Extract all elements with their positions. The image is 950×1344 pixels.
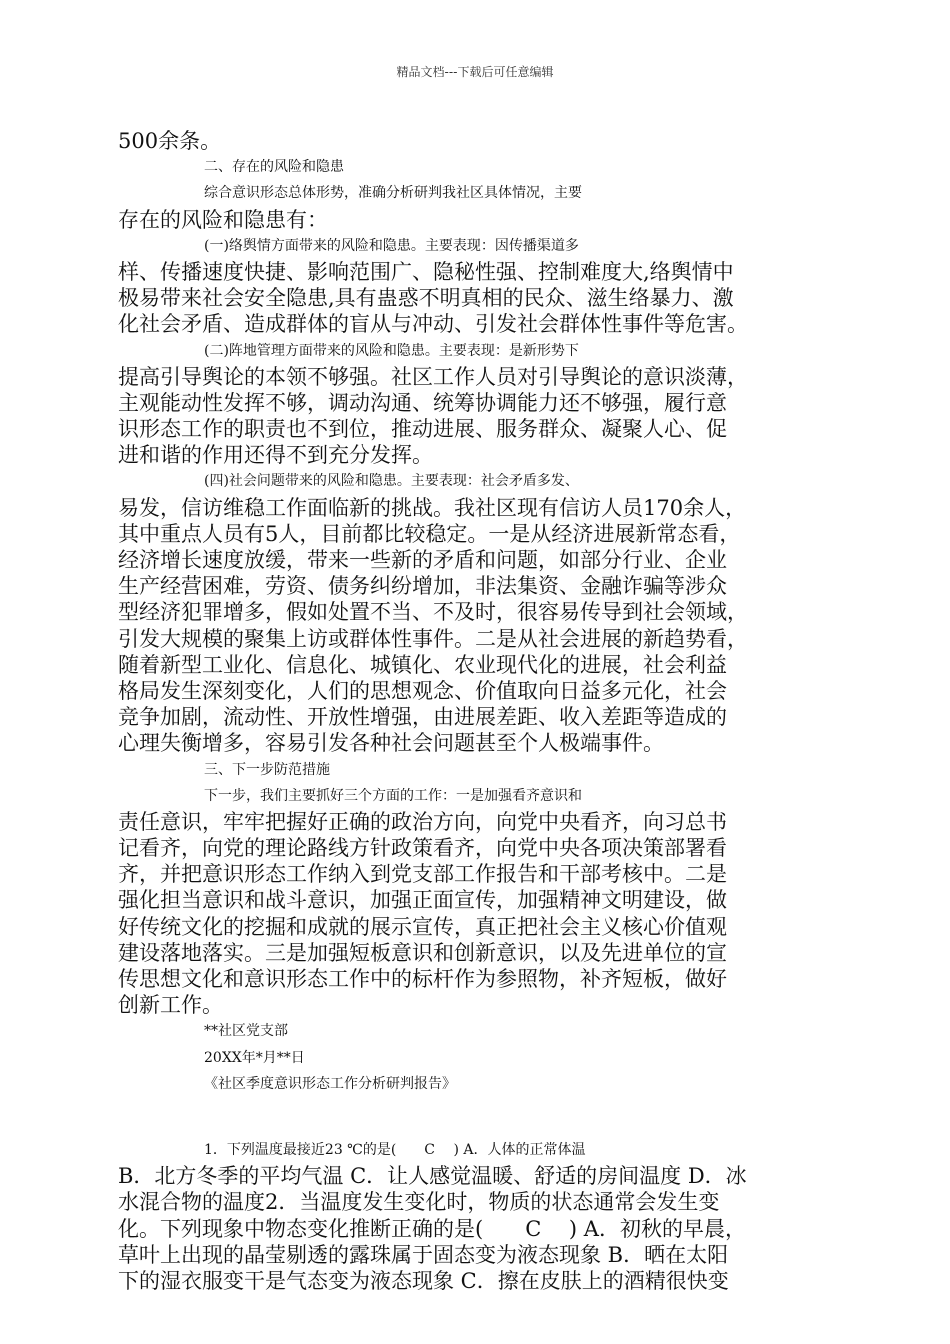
text-line: 样、传播速度快捷、影响范围广、隐秘性强、控制难度大,络舆情中: [118, 259, 734, 284]
report-text: [118, 128, 818, 1097]
text-line: 20XX年*月**日: [204, 1049, 305, 1066]
document-body: [118, 128, 818, 1294]
page-header: 精品文档---下载后可任意编辑: [396, 65, 554, 79]
text-line: (二)阵地管理方面带来的风险和隐患。主要表现：是新形势下: [204, 342, 579, 359]
text-line: 下的湿衣服变干是气态变为液态现象 C．擦在皮肤上的酒精很快变: [118, 1268, 729, 1293]
text-line: **社区党支部: [204, 1023, 288, 1040]
text-line: 引发大规模的聚集上访或群体性事件。二是从社会进展的新趋势看，: [118, 626, 748, 651]
text-line: 水混合物的温度2．当温度发生变化时，物质的状态通常会发生变: [118, 1190, 720, 1215]
text-line: (一)络舆情方面带来的风险和隐患。主要表现：因传播渠道多: [204, 237, 579, 254]
section-gap: [118, 1097, 818, 1137]
text-line: 心理失衡增多，容易引发各种社会问题甚至个人极端事件。: [118, 731, 664, 756]
text-line: 传思想文化和意识形态工作中的标杆作为参照物，补齐短板，做好: [118, 967, 727, 991]
text-line: 易发，信访维稳工作面临新的挑战。我社区现有信访人员170余人，: [118, 495, 747, 520]
text-line: 综合意识形态总体形势，准确分析研判我社区具体情况，主要: [204, 185, 582, 202]
text-line: 进和谐的作用还得不到充分发挥。: [118, 443, 433, 468]
text-line: 强化担当意识和战斗意识，加强正面宣传，加强精神文明建设，做: [118, 888, 727, 913]
text-line: 责任意识，牢牢把握好正确的政治方向，向党中央看齐，向习总书: [118, 809, 727, 834]
text-line: 1．下列温度最接近23 ℃的是( C ) A．人体的正常体温: [204, 1141, 586, 1158]
text-line: 化社会矛盾、造成群体的盲从与冲动、引发社会群体性事件等危害。: [118, 312, 748, 337]
text-line: 《社区季度意识形态工作分析研判报告》: [204, 1075, 456, 1092]
text-line: 主观能动性发挥不够，调动沟通、统筹协调能力还不够强，履行意: [118, 390, 727, 415]
text-line: (四)社会问题带来的风险和隐患。主要表现：社会矛盾多发、: [204, 473, 579, 490]
text-line: 下一步，我们主要抓好三个方面的工作：一是加强看齐意识和: [204, 787, 582, 804]
text-line: 生产经营困难，劳资、债务纠纷增加，非法集资、金融诈骗等涉众: [118, 574, 727, 599]
exercise-text: [118, 1137, 818, 1294]
text-line: 随着新型工业化、信息化、城镇化、农业现代化的进展，社会利益: [118, 652, 727, 677]
text-line: 极易带来社会安全隐患,具有蛊惑不明真相的民众、滋生络暴力、激: [118, 286, 734, 311]
text-line: 化。下列现象中物态变化推断正确的是( C ) A．初秋的早晨，: [118, 1216, 746, 1241]
text-line: 好传统文化的挖掘和成就的展示宣传，真正把社会主义核心价值观: [118, 914, 727, 939]
text-line: 草叶上出现的晶莹剔透的露珠属于固态变为液态现象 B．晒在太阳: [118, 1242, 729, 1267]
text-line: 500余条。: [118, 129, 222, 153]
text-line: B．北方冬季的平均气温 C．让人感觉温暖、舒适的房间温度 D．冰: [118, 1164, 747, 1189]
text-line: 记看齐，向党的理论路线方针政策看齐，向党中央各项决策部署看: [118, 836, 727, 861]
text-line: 格局发生深刻变化，人们的思想观念、价值取向日益多元化，社会: [118, 678, 727, 703]
text-line: 其中重点人员有5人，目前都比较稳定。一是从经济进展新常态看，: [118, 521, 741, 546]
text-line: 二、存在的风险和隐患: [204, 159, 344, 176]
text-line: 创新工作。: [118, 993, 223, 1018]
text-line: 型经济犯罪增多，假如处置不当、不及时，很容易传导到社会领域，: [118, 600, 748, 625]
text-line: 竞争加剧，流动性、开放性增强，由进展差距、收入差距等造成的: [118, 705, 727, 730]
text-line: 三、下一步防范措施: [204, 761, 330, 778]
text-line: 建设落地落实。三是加强短板意识和创新意识，以及先进单位的宣: [118, 940, 727, 965]
text-line: 经济增长速度放缓，带来一些新的矛盾和问题，如部分行业、企业: [118, 548, 727, 572]
text-line: 识形态工作的职责也不到位，推动进展、服务群众、凝聚人心、促: [118, 417, 727, 442]
text-line: 存在的风险和隐患有：: [118, 207, 328, 232]
text-line: 齐，并把意识形态工作纳入到党支部工作报告和干部考核中。二是: [118, 862, 727, 887]
text-line: 提高引导舆论的本领不够强。社区工作人员对引导舆论的意识淡薄，: [118, 364, 748, 389]
